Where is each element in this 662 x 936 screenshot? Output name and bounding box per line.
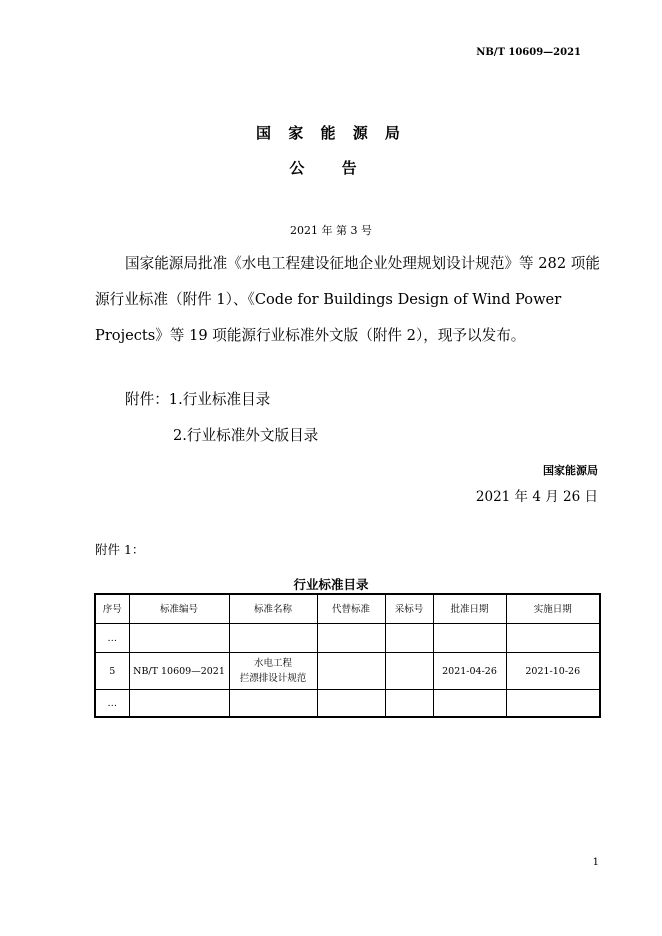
header-cell: 批准日期 xyxy=(433,594,506,624)
agency-title: 国 家 能 源 局 xyxy=(256,124,406,142)
appendix-heading: 附件 1： xyxy=(95,542,145,557)
table-cell xyxy=(229,690,317,718)
page-number: 1 xyxy=(592,857,599,868)
table-row xyxy=(95,653,600,690)
table-cell xyxy=(229,624,317,653)
table-cell xyxy=(129,624,229,653)
table-row xyxy=(95,690,600,718)
notice-title: 公 告 xyxy=(289,159,373,177)
table-cell xyxy=(385,624,433,653)
signing-date: 2021 年 4 月 26 日 xyxy=(475,489,598,505)
table-cell xyxy=(317,690,385,718)
header-cell: 采标号 xyxy=(385,594,433,624)
attachment-list-2: 2.行业标准外文版目录 xyxy=(173,427,319,444)
table-cell xyxy=(506,624,600,653)
header-cell: 序号 xyxy=(95,594,129,624)
header-cell: 标准编号 xyxy=(129,594,229,624)
document-number: 2021 年 第 3 号 xyxy=(290,224,372,237)
attachment-list-1: 附件：1.行业标准目录 xyxy=(125,391,271,408)
header-cell: 标准名称 xyxy=(229,594,317,624)
table-header-row xyxy=(95,594,600,624)
table-cell xyxy=(433,690,506,718)
table-cell xyxy=(506,690,600,718)
standard-code: NB/T 10609—2021 xyxy=(476,47,581,58)
table-cell: 2021-04-26 xyxy=(433,653,506,690)
announcement-paragraph: 国家能源局批准《水电工程建设征地企业处理规划设计规范》等 282 项能源行业标准（附件 1）、《Code for Buildings Design of Wind Power Projects》等 19 项能源行业标准外文版（附件 2），现予以发布。 xyxy=(95,255,600,344)
table-cell xyxy=(385,653,433,690)
table-cell xyxy=(317,624,385,653)
table-cell: 水电工程 拦漂排设计规范 xyxy=(229,653,317,690)
table-cell xyxy=(385,690,433,718)
table-cell: 2021-10-26 xyxy=(506,653,600,690)
table-cell: 5 xyxy=(95,653,129,690)
table-cell xyxy=(129,690,229,718)
table-cell: … xyxy=(95,624,129,653)
standards-catalog-table xyxy=(94,593,601,718)
announcement-body xyxy=(95,246,605,354)
table-cell: … xyxy=(95,690,129,718)
header-cell: 实施日期 xyxy=(506,594,600,624)
table-row xyxy=(95,624,600,653)
table-title: 行业标准目录 xyxy=(293,577,369,592)
table-cell: NB/T 10609—2021 xyxy=(129,653,229,690)
signing-agency: 国家能源局 xyxy=(543,464,598,477)
table-cell xyxy=(317,653,385,690)
header-cell: 代替标准 xyxy=(317,594,385,624)
table-cell xyxy=(433,624,506,653)
